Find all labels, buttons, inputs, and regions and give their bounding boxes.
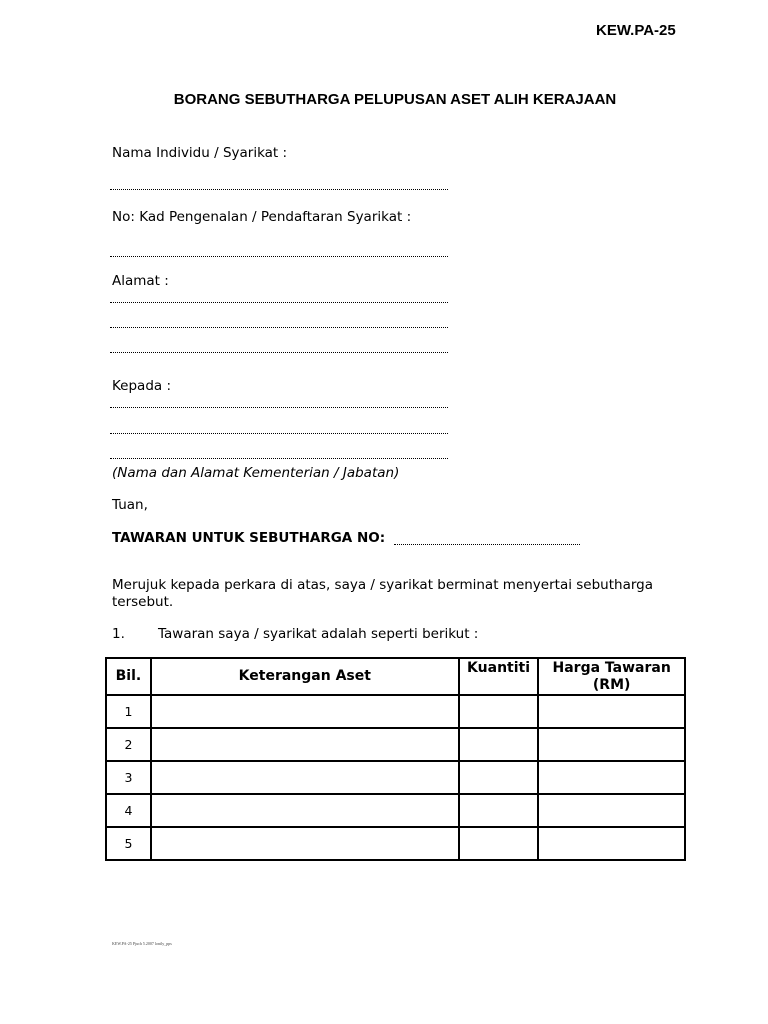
asset-cell[interactable] (151, 761, 459, 794)
table-row (106, 827, 685, 860)
row-number: 2 (106, 728, 151, 761)
quantity-cell[interactable] (459, 794, 539, 827)
salutation: Tuan, (112, 497, 148, 513)
table-header-row (106, 658, 685, 695)
to-line-1[interactable] (110, 407, 448, 408)
address-line-3[interactable] (110, 352, 448, 353)
col-header-asset: Keterangan Aset (151, 658, 459, 695)
price-cell[interactable] (538, 728, 685, 761)
body-text: Merujuk kepada perkara di atas, saya / syarikat berminat menyertai sebutharga tersebut. (112, 577, 653, 610)
asset-cell[interactable] (151, 695, 459, 728)
price-cell[interactable] (538, 827, 685, 860)
row-number: 1 (106, 695, 151, 728)
id-label: No: Kad Pengenalan / Pendaftaran Syarikat : (112, 209, 412, 225)
row-number: 3 (106, 761, 151, 794)
item-number: 1. (112, 626, 125, 642)
table-row (106, 761, 685, 794)
asset-cell[interactable] (151, 794, 459, 827)
quantity-cell[interactable] (459, 827, 539, 860)
col-header-bil: Bil. (106, 658, 151, 695)
address-line-2[interactable] (110, 327, 448, 328)
item-text: Tawaran saya / syarikat adalah seperti berikut : (158, 626, 479, 642)
asset-cell[interactable] (151, 827, 459, 860)
table-row (106, 794, 685, 827)
col-header-quantity: Kuantiti (459, 658, 539, 695)
to-line-2[interactable] (110, 433, 448, 434)
price-cell[interactable] (538, 695, 685, 728)
to-label: Kepada : (112, 378, 172, 394)
price-cell[interactable] (538, 794, 685, 827)
asset-cell[interactable] (151, 728, 459, 761)
id-line[interactable] (110, 256, 448, 257)
quantity-cell[interactable] (459, 761, 539, 794)
col-header-price: Harga Tawaran (RM) (538, 658, 685, 695)
table-row (106, 695, 685, 728)
to-note: (Nama dan Alamat Kementerian / Jabatan) (112, 465, 400, 481)
address-label: Alamat : (112, 273, 169, 289)
address-line-1[interactable] (110, 302, 448, 303)
row-number: 4 (106, 794, 151, 827)
price-cell[interactable] (538, 761, 685, 794)
quantity-cell[interactable] (459, 695, 539, 728)
row-number: 5 (106, 827, 151, 860)
quantity-cell[interactable] (459, 728, 539, 761)
form-title: BORANG SEBUTHARGA PELUPUSAN ASET ALIH KERAJAAN (173, 91, 617, 108)
offer-table (105, 657, 686, 861)
offer-heading: TAWARAN UNTUK SEBUTHARGA NO: (112, 530, 386, 546)
form-code: KEW.PA-25 (596, 22, 676, 39)
footer-note: KEW.PA-25 Pjuch 5.2007 lonily_pps (112, 941, 172, 946)
name-label: Nama Individu / Syarikat : (112, 145, 288, 161)
to-line-3[interactable] (110, 458, 448, 459)
name-line[interactable] (110, 189, 448, 190)
quotation-number-line[interactable] (394, 544, 580, 545)
table-row (106, 728, 685, 761)
